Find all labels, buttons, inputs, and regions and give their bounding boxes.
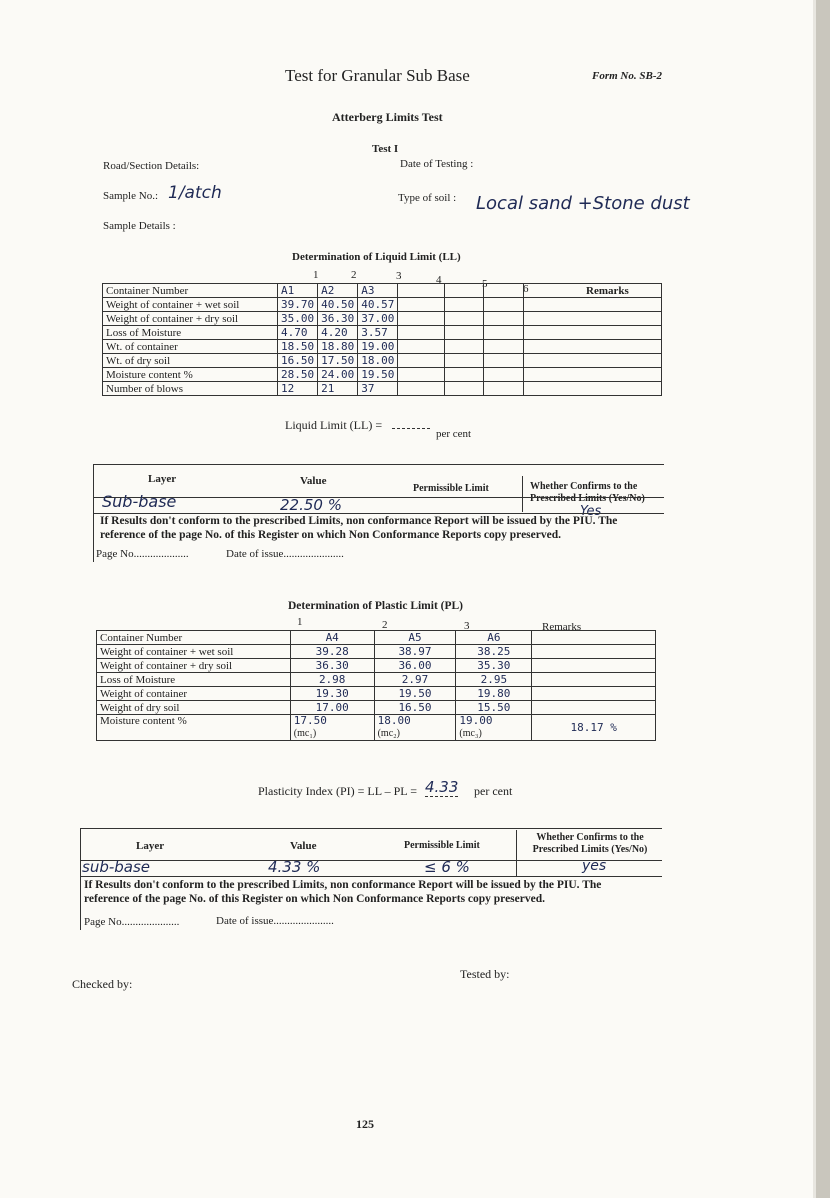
pl-conf-header-rule bbox=[80, 860, 662, 861]
ll-cell bbox=[484, 312, 523, 326]
ll-row-label: Container Number bbox=[103, 284, 278, 298]
ll-result-label: Liquid Limit (LL) = bbox=[285, 418, 383, 432]
ll-remarks-cell bbox=[523, 368, 661, 382]
pl-conf-confirm-value: yes bbox=[582, 858, 607, 874]
pl-conf-value: 4.33 % bbox=[268, 858, 321, 876]
pl-mc-value: 18.00 bbox=[377, 714, 411, 727]
pl-conf-date-issue: Date of issue...................... bbox=[216, 915, 334, 927]
ll-cell bbox=[398, 284, 445, 298]
ll-cell bbox=[398, 382, 445, 396]
pi-label: Plasticity Index (PI) = LL – PL = bbox=[258, 784, 417, 798]
ll-cell bbox=[398, 340, 445, 354]
ll-cell bbox=[445, 326, 484, 340]
ll-cell: 19.00 bbox=[358, 340, 398, 354]
pl-remarks-cell bbox=[532, 659, 656, 673]
tested-by-label: Tested by: bbox=[460, 967, 510, 981]
pl-remarks-cell bbox=[532, 631, 656, 645]
pl-conf-note: If Results don't conform to the prescribed Limits, non conformance Report will be issued by the PIU. The reference of the page No. of this Register on which Non Conformance Reports copy preserved. bbox=[84, 879, 602, 905]
ll-cell bbox=[484, 340, 523, 354]
ll-cell bbox=[398, 354, 445, 368]
page-number: 125 bbox=[356, 1117, 374, 1131]
ll-cell: 18.00 bbox=[358, 354, 398, 368]
ll-remarks-cell bbox=[523, 382, 661, 396]
pl-remarks-header: Remarks bbox=[542, 621, 582, 633]
ll-conf-note: If Results don't conform to the prescribed Limits, non conformance Report will be issued by the PIU. The reference of the page No. of this Register on which Non Conformance Reports copy preserved. bbox=[100, 515, 618, 541]
ll-result-blank bbox=[392, 428, 430, 429]
ll-cell: 18.80 bbox=[318, 340, 358, 354]
ll-conf-value-header: Value bbox=[300, 475, 327, 487]
pl-cell: 15.50 bbox=[456, 701, 532, 715]
ll-conf-value-rule bbox=[94, 513, 664, 514]
pl-row-label: Loss of Moisture bbox=[97, 673, 291, 687]
pl-row bbox=[97, 701, 656, 715]
pl-cell: 19.80 bbox=[456, 687, 532, 701]
ll-cell: 3.57 bbox=[358, 326, 398, 340]
form-number: Form No. SB-2 bbox=[592, 70, 662, 82]
ll-cell: A3 bbox=[358, 284, 398, 298]
ll-row bbox=[103, 284, 662, 298]
ll-cell bbox=[484, 326, 523, 340]
ll-cell: 21 bbox=[318, 382, 358, 396]
pl-col-2: 2 bbox=[382, 619, 388, 631]
ll-cell: 39.70 bbox=[278, 298, 318, 312]
sample-details-label: Sample Details : bbox=[103, 220, 176, 232]
ll-cell bbox=[445, 368, 484, 382]
ll-conf-left-rule bbox=[93, 464, 94, 562]
ll-cell bbox=[484, 354, 523, 368]
road-section-label: Road/Section Details: bbox=[103, 160, 200, 172]
ll-remarks-cell bbox=[523, 354, 661, 368]
ll-remarks-header: Remarks bbox=[586, 285, 629, 297]
pl-cell: 2.95 bbox=[456, 673, 532, 687]
pl-cell bbox=[290, 715, 374, 741]
pl-cell: 36.00 bbox=[374, 659, 456, 673]
pl-row-label: Weight of container bbox=[97, 687, 291, 701]
pl-remarks-cell bbox=[532, 701, 656, 715]
ll-row bbox=[103, 298, 662, 312]
pl-row-label: Weight of dry soil bbox=[97, 701, 291, 715]
ll-row bbox=[103, 326, 662, 340]
pl-conf-layer-value: sub-base bbox=[82, 858, 151, 876]
pl-col-3: 3 bbox=[464, 620, 470, 632]
pl-cell: 39.28 bbox=[290, 645, 374, 659]
pl-remarks-cell bbox=[532, 673, 656, 687]
ll-row-label: Weight of container + wet soil bbox=[103, 298, 278, 312]
pl-row-label: Weight of container + dry soil bbox=[97, 659, 291, 673]
ll-cell: 17.50 bbox=[318, 354, 358, 368]
ll-cell: 40.50 bbox=[318, 298, 358, 312]
pl-mc-label: (mc₂) bbox=[377, 728, 400, 739]
pl-mc-value: 17.50 bbox=[293, 714, 327, 727]
ll-cell bbox=[398, 312, 445, 326]
ll-remarks-cell bbox=[523, 312, 661, 326]
pl-col-1: 1 bbox=[297, 616, 303, 628]
ll-cell bbox=[484, 368, 523, 382]
ll-cell: 35.00 bbox=[278, 312, 318, 326]
ll-cell: A1 bbox=[278, 284, 318, 298]
pl-cell: 19.30 bbox=[290, 687, 374, 701]
ll-cell: 36.30 bbox=[318, 312, 358, 326]
ll-col-1: 1 bbox=[313, 269, 319, 281]
page-edge bbox=[816, 0, 830, 1198]
ll-col-3: 3 bbox=[396, 270, 402, 282]
ll-cell bbox=[398, 298, 445, 312]
pl-conf-top-rule bbox=[80, 828, 662, 829]
pl-cell: 38.25 bbox=[456, 645, 532, 659]
ll-col-2: 2 bbox=[351, 269, 357, 281]
pl-row bbox=[97, 673, 656, 687]
sample-no-value: 1/atch bbox=[168, 183, 222, 203]
ll-result-unit: per cent bbox=[436, 428, 472, 440]
pl-conf-confirm-header: Whether Confirms to the Prescribed Limits (Yes/No) bbox=[532, 832, 648, 855]
ll-conf-value: 22.50 % bbox=[280, 496, 342, 514]
checked-by-label: Checked by: bbox=[72, 977, 133, 991]
pl-cell: A6 bbox=[456, 631, 532, 645]
ll-cell: 37 bbox=[358, 382, 398, 396]
ll-cell bbox=[445, 340, 484, 354]
ll-remarks-cell bbox=[523, 298, 661, 312]
ll-col-4: 4 bbox=[436, 274, 442, 286]
ll-conf-layer-value: Sub-base bbox=[102, 492, 177, 511]
pl-conf-page-no: Page No..................... bbox=[84, 916, 180, 928]
ll-row-label: Wt. of container bbox=[103, 340, 278, 354]
ll-conf-confirm-value: Yes bbox=[580, 504, 602, 519]
ll-conf-header-rule bbox=[94, 497, 664, 498]
pl-conf-permissible-header: Permissible Limit bbox=[404, 840, 480, 851]
ll-row-label: Number of blows bbox=[103, 382, 278, 396]
soil-type-value: Local sand +Stone dust bbox=[476, 193, 690, 214]
pl-cell: A5 bbox=[374, 631, 456, 645]
pl-cell: 2.97 bbox=[374, 673, 456, 687]
ll-row-label: Moisture content % bbox=[103, 368, 278, 382]
pl-cell bbox=[374, 715, 456, 741]
subtitle: Atterberg Limits Test bbox=[332, 110, 443, 124]
ll-remarks-cell bbox=[523, 284, 661, 298]
ll-cell: 4.20 bbox=[318, 326, 358, 340]
ll-row bbox=[103, 368, 662, 382]
ll-row bbox=[103, 340, 662, 354]
test-label: Test I bbox=[372, 143, 399, 155]
ll-row-label: Wt. of dry soil bbox=[103, 354, 278, 368]
ll-cell bbox=[445, 312, 484, 326]
pl-row-label: Moisture content % bbox=[97, 715, 291, 741]
ll-row-label: Weight of container + dry soil bbox=[103, 312, 278, 326]
ll-col-5: 5 bbox=[482, 278, 488, 290]
ll-heading: Determination of Liquid Limit (LL) bbox=[292, 251, 461, 263]
pl-conf-value-header: Value bbox=[290, 840, 317, 852]
pl-conf-layer-header: Layer bbox=[136, 840, 165, 852]
pl-cell: A4 bbox=[290, 631, 374, 645]
pl-conf-value-rule bbox=[80, 876, 662, 877]
pl-row bbox=[97, 645, 656, 659]
pi-value: 4.33 bbox=[425, 778, 459, 796]
ll-cell bbox=[398, 326, 445, 340]
pl-mc-value: 19.00 bbox=[459, 714, 493, 727]
pl-row-label: Container Number bbox=[97, 631, 291, 645]
pl-table bbox=[96, 630, 656, 741]
pl-conf-divider bbox=[516, 830, 517, 876]
pl-cell: 35.30 bbox=[456, 659, 532, 673]
ll-remarks-cell bbox=[523, 340, 661, 354]
pl-cell: 16.50 bbox=[374, 701, 456, 715]
ll-cell: 12 bbox=[278, 382, 318, 396]
ll-cell: A2 bbox=[318, 284, 358, 298]
ll-cell: 4.70 bbox=[278, 326, 318, 340]
pl-conf-permissible-value: ≤ 6 % bbox=[424, 858, 470, 876]
ll-conf-permissible-header: Permissible Limit bbox=[413, 483, 489, 494]
pl-mc-label: (mc₁) bbox=[293, 728, 317, 739]
ll-cell bbox=[445, 354, 484, 368]
pl-row bbox=[97, 631, 656, 645]
ll-cell: 19.50 bbox=[358, 368, 398, 382]
ll-remarks-cell bbox=[523, 326, 661, 340]
pl-cell bbox=[456, 715, 532, 741]
ll-conf-top-rule bbox=[94, 464, 664, 465]
ll-cell: 40.57 bbox=[358, 298, 398, 312]
pl-cell: 17.00 bbox=[290, 701, 374, 715]
ll-cell bbox=[445, 284, 484, 298]
pl-remarks-value: 18.17 % bbox=[532, 715, 656, 741]
pl-row bbox=[97, 715, 656, 741]
ll-col-6: 6 bbox=[523, 283, 529, 295]
ll-conf-date-issue: Date of issue...................... bbox=[226, 548, 344, 560]
pl-conf-left-rule bbox=[80, 828, 81, 930]
pl-heading: Determination of Plastic Limit (PL) bbox=[288, 600, 464, 612]
pl-row bbox=[97, 659, 656, 673]
ll-cell: 28.50 bbox=[278, 368, 318, 382]
ll-table bbox=[102, 283, 662, 396]
ll-conf-page-no: Page No.................... bbox=[96, 548, 189, 560]
pl-cell: 19.50 bbox=[374, 687, 456, 701]
ll-row bbox=[103, 354, 662, 368]
page-title: Test for Granular Sub Base bbox=[285, 66, 470, 85]
soil-type-label: Type of soil : bbox=[398, 192, 457, 204]
sample-no-label: Sample No.: bbox=[103, 190, 158, 202]
ll-conf-layer-header: Layer bbox=[148, 473, 177, 485]
ll-cell bbox=[484, 298, 523, 312]
ll-cell bbox=[445, 382, 484, 396]
ll-cell bbox=[398, 368, 445, 382]
ll-conf-divider bbox=[522, 476, 523, 512]
ll-cell: 37.00 bbox=[358, 312, 398, 326]
ll-row-label: Loss of Moisture bbox=[103, 326, 278, 340]
ll-cell: 16.50 bbox=[278, 354, 318, 368]
pl-cell: 36.30 bbox=[290, 659, 374, 673]
ll-row bbox=[103, 312, 662, 326]
date-label: Date of Testing : bbox=[400, 158, 474, 170]
pi-unit: per cent bbox=[474, 784, 513, 798]
pl-remarks-cell bbox=[532, 687, 656, 701]
ll-conf-confirm-header: Whether Confirms to the Prescribed Limits (Yes/No) bbox=[530, 481, 645, 504]
ll-cell: 24.00 bbox=[318, 368, 358, 382]
pl-cell: 2.98 bbox=[290, 673, 374, 687]
pl-mc-label: (mc₃) bbox=[459, 728, 482, 739]
pl-row bbox=[97, 687, 656, 701]
ll-cell: 18.50 bbox=[278, 340, 318, 354]
ll-cell bbox=[484, 284, 523, 298]
ll-cell bbox=[445, 298, 484, 312]
pl-cell: 38.97 bbox=[374, 645, 456, 659]
pl-row-label: Weight of container + wet soil bbox=[97, 645, 291, 659]
ll-cell bbox=[484, 382, 523, 396]
ll-row bbox=[103, 382, 662, 396]
pl-remarks-cell bbox=[532, 645, 656, 659]
